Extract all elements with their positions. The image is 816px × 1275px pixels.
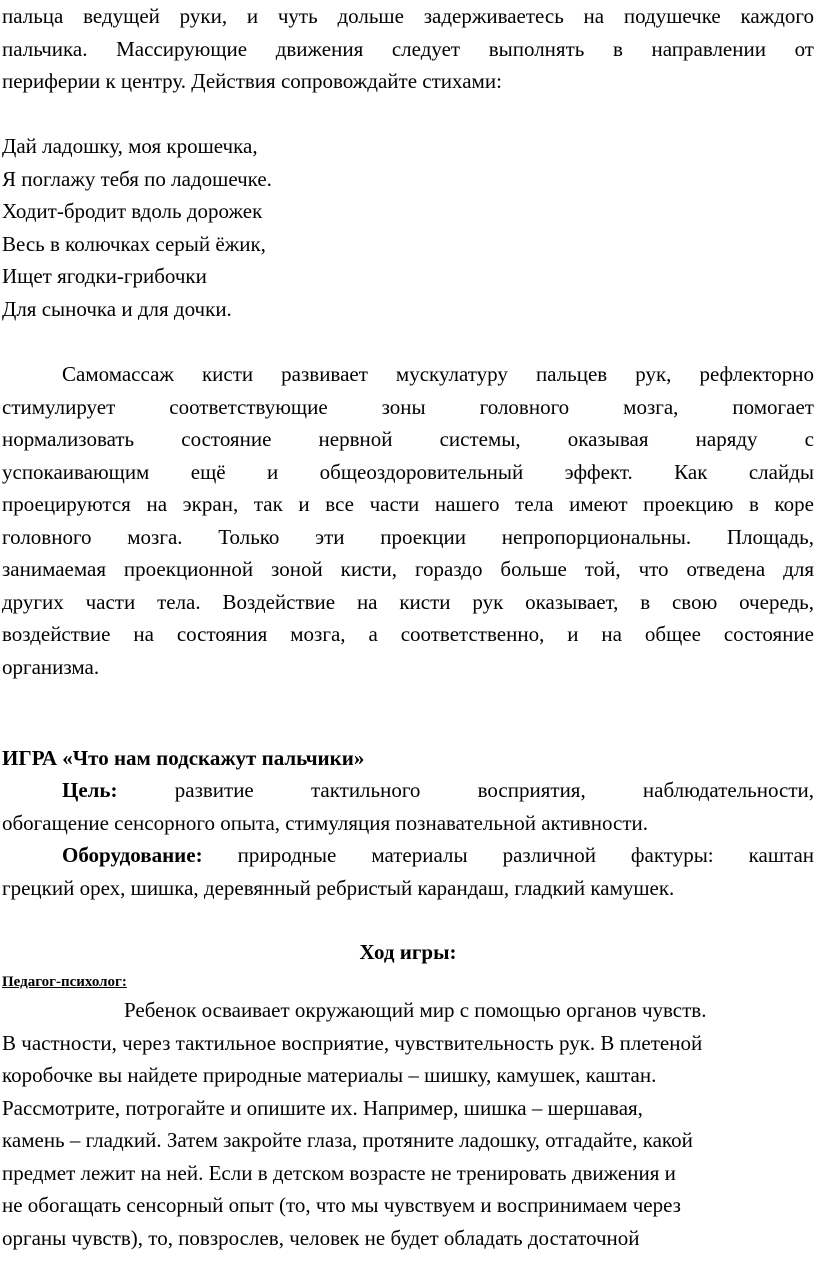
poem-line: Дай ладошку, моя крошечка,	[2, 134, 258, 158]
paragraph-line: стимулирует соответствующие зоны головного мозга, помогает	[2, 394, 814, 419]
speech-line: В частности, через тактильное восприятие, чувствительность рук. В плетеной	[2, 1030, 703, 1055]
paragraph-line: Самомассаж кисти развивает мускулатуру пальцев рук, рефлекторно	[62, 362, 814, 386]
speech-line: Рассмотрите, потрогайте и опишите их. Например, шишка – шершавая,	[2, 1095, 643, 1120]
paragraph-line: нормализовать состояние нервной системы, оказывая наряду с	[2, 427, 814, 451]
goal-label: Цель:	[62, 778, 118, 802]
goal-line-2: обогащение сенсорного опыта, стимуляция познавательной активности.	[2, 810, 649, 835]
poem-line: Весь в колючках серый ёжик,	[2, 231, 266, 256]
equipment-line-1	[2, 839, 814, 872]
self-massage-paragraph	[2, 358, 814, 683]
intro-line: периферии к центру. Действия сопровождайте стихами:	[2, 69, 502, 93]
game-goal	[2, 774, 814, 839]
poem-line: Ищет ягодки-грибочки	[2, 264, 207, 288]
equipment-label: Оборудование:	[62, 843, 203, 867]
paragraph-line: других части тела. Воздействие на кисти рук оказывает, в свою очередь,	[2, 589, 814, 614]
speaker	[2, 971, 814, 993]
paragraph-line: головного мозга. Только эти проекции непропорциональны. Площадь,	[2, 524, 814, 549]
paragraph-line: успокаивающим ещё и общеоздоровительный эффект. Как слайды	[2, 459, 814, 484]
speech-paragraph	[2, 994, 814, 1254]
poem-line: Я поглажу тебя по ладошечке.	[2, 166, 272, 191]
goal-line-1	[2, 774, 814, 807]
poem-line: Ходит-бродит вдоль дорожек	[2, 199, 263, 223]
speech-line: предмет лежит на ней. Если в детском возрасте не тренировать движения и	[2, 1160, 676, 1185]
intro-line: пальца ведущей руки, и чуть дольше задерживаетесь на подушечке каждого	[2, 4, 814, 28]
paragraph-line: проецируются на экран, так и все части нашего тела имеют проекцию в коре	[2, 492, 814, 516]
speech-line: коробочке вы найдете природные материалы – шишку, камушек, каштан.	[2, 1063, 657, 1087]
intro-line: пальчика. Массирующие движения следует выполнять в направлении от	[2, 36, 814, 61]
game-title-text: ИГРА «Что нам подскажут пальчики»	[2, 746, 365, 770]
game-equipment	[2, 839, 814, 904]
speech-line: органы чувств), то, повзрослев, человек не будет обладать достаточной	[2, 1225, 640, 1250]
course-title-text: Ход игры:	[359, 940, 457, 964]
equipment-text: природные материалы различной фактуры: каштан	[237, 843, 814, 867]
goal-text: развитие тактильного восприятия, наблюдательности,	[174, 778, 814, 802]
paragraph-line: занимаемая проекционной зоной кисти, гораздо больше той, что отведена для	[2, 557, 814, 581]
paragraph-line: воздействие на состояния мозга, а соответственно, и на общее состояние	[2, 622, 814, 646]
speech-line: Ребенок осваивает окружающий мир с помощью органов чувств.	[124, 998, 707, 1022]
poem-line: Для сыночка и для дочки.	[2, 296, 232, 321]
speech-line: камень – гладкий. Затем закройте глаза, протяните ладошку, отгадайте, какой	[2, 1128, 693, 1152]
paragraph-line: организма.	[2, 654, 100, 679]
speech-line: не обогащать сенсорный опыт (то, что мы чувствуем и воспринимаем через	[2, 1193, 681, 1217]
course-title	[2, 936, 814, 969]
intro-paragraph	[2, 0, 814, 98]
game-title	[2, 742, 814, 775]
speaker-label: Педагог-психолог:	[2, 974, 127, 990]
equipment-line-2: грецкий орех, шишка, деревянный ребристый карандаш, гладкий камушек.	[2, 875, 675, 900]
poem	[2, 130, 814, 325]
